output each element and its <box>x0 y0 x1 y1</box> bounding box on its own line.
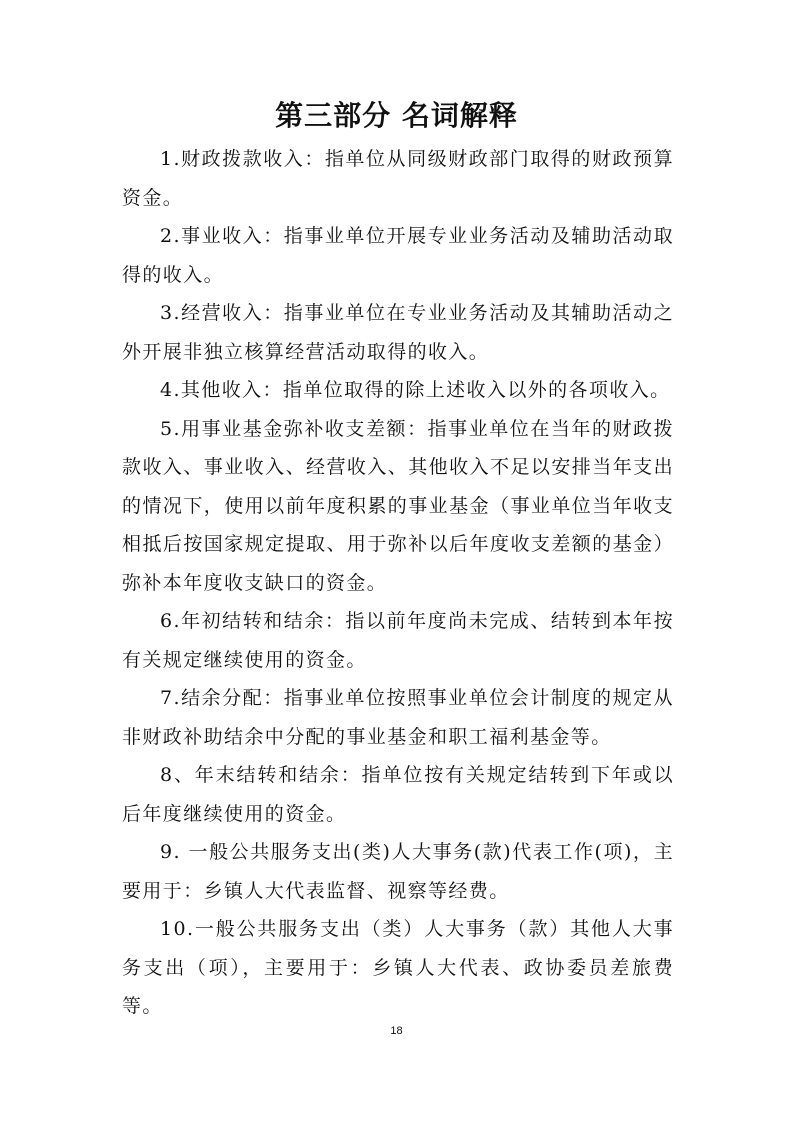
glossary-body <box>122 140 674 1026</box>
glossary-item-7: 7.结余分配：指事业单位按照事业单位会计制度的规定从非财政补助结余中分配的事业基金和职工福利基金等。 <box>122 687 674 748</box>
glossary-item-10: 10.一般公共服务支出（类）人大事务（款）其他人大事务支出（项），主要用于：乡镇人大代表、政协委员差旅费等。 <box>122 918 674 1017</box>
glossary-item-6: 6.年初结转和结余：指以前年度尚未完成、结转到本年按有关规定继续使用的资金。 <box>122 610 674 671</box>
glossary-item-4: 4.其他收入：指单位取得的除上述收入以外的各项收入。 <box>160 379 671 401</box>
glossary-item-9: 9. 一般公共服务支出(类)人大事务(款)代表工作(项)，主要用于：乡镇人大代表监督、视察等经费。 <box>122 841 674 902</box>
glossary-item-5: 5.用事业基金弥补收支差额：指事业单位在当年的财政拨款收入、事业收入、经营收入、其他收入不足以安排当年支出的情况下，使用以前年度积累的事业基金（事业单位当年收支相抵后按国家规定提取、用于弥补以后年度收支差额的基金）弥补本年度收支缺口的资金。 <box>122 417 674 594</box>
glossary-item-8: 8、年末结转和结余：指单位按有关规定结转到下年或以后年度继续使用的资金。 <box>122 764 674 825</box>
glossary-item-2: 2.事业收入：指事业单位开展专业业务活动及辅助活动取得的收入。 <box>122 225 674 286</box>
page-title: 第三部分 名词解释 <box>275 99 518 132</box>
glossary-item-3: 3.经营收入：指事业单位在专业业务活动及其辅助活动之外开展非独立核算经营活动取得的收入。 <box>122 302 674 363</box>
page-number: 18 <box>390 1025 403 1037</box>
glossary-item-1: 1.财政拨款收入：指单位从同级财政部门取得的财政预算资金。 <box>122 148 674 209</box>
